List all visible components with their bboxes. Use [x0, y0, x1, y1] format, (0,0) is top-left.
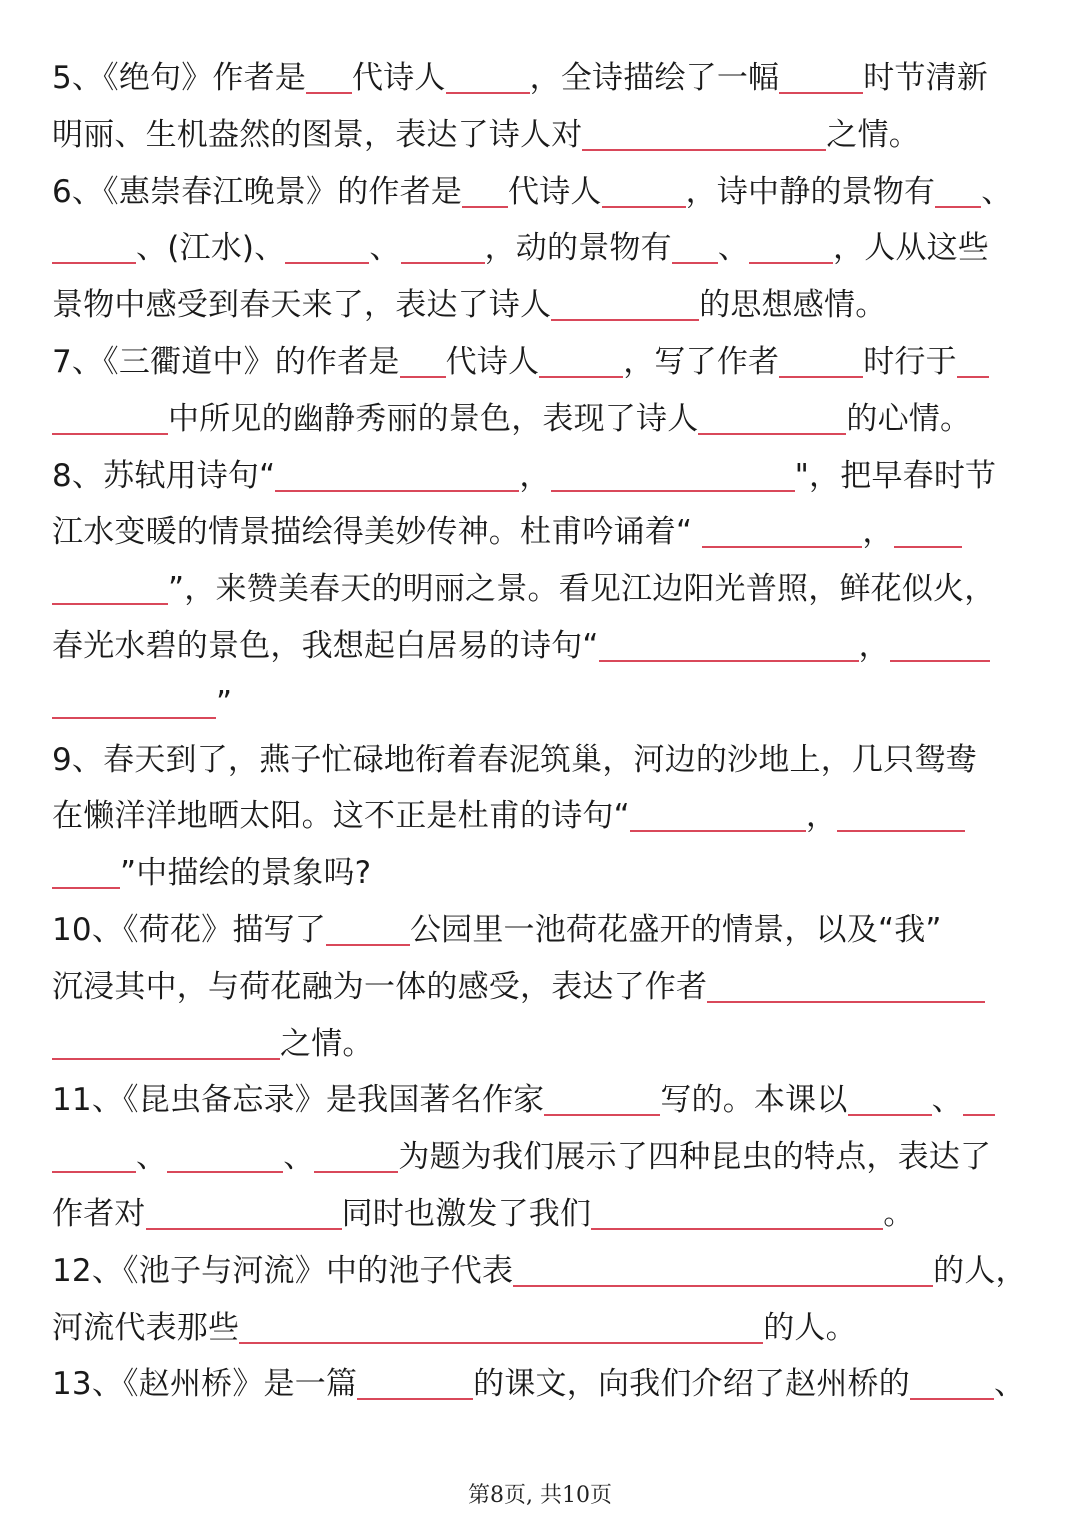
- line-text: 、: [717, 230, 749, 267]
- answer-blank[interactable]: [146, 1197, 342, 1230]
- answer-blank[interactable]: [672, 231, 718, 264]
- line-text: ，: [805, 798, 838, 835]
- line-text: 6、《惠崇春江晚景》的作者是: [52, 173, 463, 210]
- answer-blank[interactable]: [707, 970, 985, 1003]
- answer-blank[interactable]: [957, 345, 989, 378]
- line-text: ，: [519, 457, 551, 494]
- text-line: [52, 675, 1032, 732]
- answer-blank[interactable]: [306, 61, 352, 94]
- line-text: 写的。本课以: [660, 1082, 848, 1119]
- text-line: [52, 959, 1032, 1016]
- line-text: 、: [981, 173, 1013, 210]
- text-line: [52, 1072, 1032, 1129]
- line-text: 中所见的幽静秀丽的景色，表现了诗人: [168, 400, 699, 437]
- line-text: 之情。: [826, 116, 921, 153]
- answer-blank[interactable]: [910, 1367, 994, 1400]
- line-text: 为题为我们展示了四种昆虫的特点，表达了: [398, 1139, 992, 1176]
- answer-blank[interactable]: [702, 515, 862, 548]
- line-text: ，诗中静的景物有: [685, 173, 936, 210]
- line-text: 景物中感受到春天来了，表达了诗人: [52, 287, 552, 324]
- text-line: [52, 1300, 1032, 1357]
- line-text: 5、《绝句》作者是: [52, 60, 307, 96]
- line-text: 、: [931, 1082, 963, 1119]
- answer-blank[interactable]: [400, 345, 446, 378]
- line-text: 的人，: [933, 1252, 1027, 1289]
- line-text: 的课文，向我们介绍了赵州桥的: [473, 1366, 910, 1403]
- text-line: [52, 391, 1032, 448]
- answer-blank[interactable]: [837, 799, 965, 832]
- line-text: ”: [216, 684, 233, 721]
- worksheet-content: [52, 50, 1032, 1413]
- line-text: 、(江水)、: [136, 230, 286, 267]
- answer-blank[interactable]: [462, 175, 508, 208]
- text-line: [52, 788, 1032, 845]
- text-line: [52, 107, 1032, 164]
- line-text: 在懒洋洋地晒太阳。这不正是杜甫的诗句“: [52, 798, 630, 835]
- line-text: ，写了作者: [623, 343, 780, 380]
- text-line: [52, 902, 1032, 959]
- answer-blank[interactable]: [894, 515, 962, 548]
- line-text: 时行于: [863, 343, 957, 380]
- answer-blank[interactable]: [779, 61, 863, 94]
- answer-blank[interactable]: [513, 1254, 933, 1287]
- text-line: [52, 277, 1032, 334]
- line-text: 代诗人: [445, 343, 540, 380]
- answer-blank[interactable]: [314, 1140, 398, 1173]
- answer-blank[interactable]: [52, 856, 120, 889]
- answer-blank[interactable]: [239, 1311, 763, 1344]
- line-text: 的思想感情。: [699, 287, 887, 324]
- line-text: 。: [883, 1195, 915, 1232]
- text-line: [52, 50, 1032, 107]
- answer-blank[interactable]: [52, 402, 168, 435]
- line-text: 12、《池子与河流》中的池子代表: [52, 1252, 514, 1289]
- line-text: ”，来赞美春天的明丽之景。看见江边阳光普照，鲜花似火，: [168, 571, 996, 608]
- text-line: [52, 618, 1032, 675]
- answer-blank[interactable]: [52, 686, 216, 719]
- answer-blank[interactable]: [52, 1027, 280, 1060]
- answer-blank[interactable]: [401, 231, 485, 264]
- text-line: [52, 1186, 1032, 1243]
- answer-blank[interactable]: [52, 1140, 136, 1173]
- line-text: 代诗人: [508, 173, 602, 210]
- text-line: [52, 732, 1032, 789]
- line-text: 公园里一池荷花盛开的情景，以及“我”: [409, 911, 942, 948]
- line-text: 、: [136, 1139, 168, 1176]
- text-line: [52, 220, 1032, 277]
- text-line: [52, 334, 1032, 391]
- text-line: [52, 164, 1032, 221]
- answer-blank[interactable]: [890, 629, 990, 662]
- text-line: [52, 448, 1032, 505]
- line-text: 9、春天到了，燕子忙碌地衔着春泥筑巢，河边的沙地上，几只鸳鸯: [52, 741, 977, 778]
- line-text: 、: [993, 1366, 1026, 1403]
- text-line: [52, 845, 1032, 902]
- answer-blank[interactable]: [326, 913, 410, 946]
- line-text: ，人从这些: [833, 230, 989, 267]
- answer-blank[interactable]: [544, 1083, 660, 1116]
- answer-blank[interactable]: [551, 459, 795, 492]
- line-text: 8、苏轼用诗句“: [52, 457, 276, 494]
- text-line: [52, 1016, 1032, 1073]
- line-text: ，: [862, 514, 894, 551]
- answer-blank[interactable]: [582, 118, 826, 151]
- line-text: "，把早春时节: [794, 457, 997, 494]
- line-text: ”中描绘的景象吗?: [120, 855, 372, 892]
- answer-blank[interactable]: [539, 345, 623, 378]
- line-text: 13、《赵州桥》是一篇: [52, 1366, 358, 1403]
- line-text: 7、《三衢道中》的作者是: [52, 343, 400, 380]
- answer-blank[interactable]: [963, 1083, 995, 1116]
- text-line: [52, 561, 1032, 618]
- line-text: ，全诗描绘了一幅: [529, 60, 780, 96]
- line-text: 的心情。: [846, 400, 972, 437]
- page-footer: 第8页, 共10页: [468, 1483, 612, 1508]
- answer-blank[interactable]: [357, 1367, 473, 1400]
- answer-blank[interactable]: [285, 231, 369, 264]
- line-text: 11、《昆虫备忘录》是我国著名作家: [52, 1082, 545, 1119]
- answer-blank[interactable]: [446, 61, 530, 94]
- line-text: 江水变暖的情景描绘得美妙传神。杜甫吟诵着“: [52, 514, 703, 551]
- answer-blank[interactable]: [848, 1083, 932, 1116]
- answer-blank[interactable]: [551, 288, 699, 321]
- line-text: 的人。: [763, 1309, 857, 1346]
- answer-blank[interactable]: [630, 799, 806, 832]
- answer-blank[interactable]: [591, 1197, 883, 1230]
- line-text: ，动的景物有: [484, 230, 672, 267]
- answer-blank[interactable]: [749, 231, 833, 264]
- answer-blank[interactable]: [779, 345, 863, 378]
- answer-blank[interactable]: [52, 231, 136, 264]
- line-text: 、: [369, 230, 401, 267]
- text-line: [52, 1129, 1032, 1186]
- line-text: 时节清新: [863, 60, 989, 96]
- answer-blank[interactable]: [602, 175, 686, 208]
- line-text: 春光水碧的景色，我想起白居易的诗句“: [52, 627, 599, 664]
- answer-blank[interactable]: [698, 402, 846, 435]
- line-text: 明丽、生机盎然的图景，表达了诗人对: [52, 116, 583, 153]
- line-text: ，: [858, 627, 890, 664]
- line-text: 沉浸其中，与荷花融为一体的感受，表达了作者: [52, 968, 708, 1005]
- line-text: 10、《荷花》描写了: [52, 911, 326, 948]
- line-text: 作者对: [52, 1195, 146, 1232]
- line-text: 、: [283, 1139, 315, 1176]
- text-line: [52, 1243, 1032, 1300]
- text-line: [52, 1356, 1032, 1413]
- answer-blank[interactable]: [275, 459, 519, 492]
- answer-blank[interactable]: [167, 1140, 283, 1173]
- line-text: 同时也激发了我们: [341, 1195, 592, 1232]
- line-text: 代诗人: [352, 60, 446, 96]
- answer-blank[interactable]: [52, 572, 168, 605]
- text-line: [52, 504, 1032, 561]
- answer-blank[interactable]: [599, 629, 859, 662]
- line-text: 河流代表那些: [52, 1309, 240, 1346]
- answer-blank[interactable]: [935, 175, 981, 208]
- line-text: 之情。: [280, 1025, 374, 1062]
